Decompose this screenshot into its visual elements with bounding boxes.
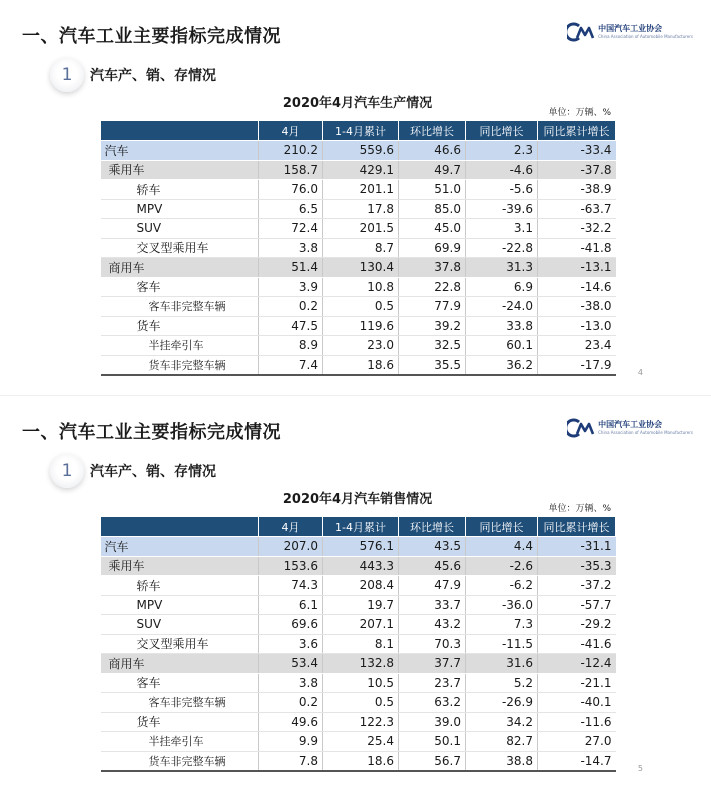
table-cell: 39.0 [399, 712, 466, 732]
table-cell: 23.7 [399, 673, 466, 693]
table-cell: -5.6 [466, 180, 538, 200]
caam-logo [567, 418, 693, 438]
table-cell: -41.6 [538, 634, 616, 654]
table-cell: 8.1 [323, 634, 399, 654]
row-label: 乘用车 [101, 556, 259, 576]
table-cell: -40.1 [538, 693, 616, 713]
table-cell: -63.7 [538, 199, 616, 219]
table-title: 2020年4月汽车生产情况 [282, 96, 433, 111]
table-cell: 25.4 [323, 732, 399, 752]
table-cell: 49.6 [259, 712, 323, 732]
table-cell: 23.4 [538, 336, 616, 356]
table-cell: 69.6 [259, 615, 323, 635]
row-label: 半挂牵引车 [101, 336, 259, 356]
table-cell: 38.8 [466, 751, 538, 771]
table-cell: 32.5 [399, 336, 466, 356]
row-label: 客车非完整车辆 [101, 297, 259, 317]
table-row [101, 673, 616, 693]
table-cell: -38.0 [538, 297, 616, 317]
table-row [101, 595, 616, 615]
table-cell: -37.8 [538, 160, 616, 180]
production-table [100, 120, 616, 376]
column-header: 同比累计增长 [538, 121, 616, 141]
column-header [101, 517, 259, 537]
table-cell: 70.3 [399, 634, 466, 654]
table-row [101, 141, 616, 161]
row-label: 交叉型乘用车 [101, 238, 259, 258]
caam-logo-icon [567, 22, 595, 42]
table-row [101, 634, 616, 654]
table-cell: 130.4 [323, 258, 399, 278]
table-cell: 47.5 [259, 316, 323, 336]
table-cell: -14.6 [538, 277, 616, 297]
table-cell: 43.5 [399, 537, 466, 557]
caam-logo-icon [567, 418, 595, 438]
page-number: 5 [637, 764, 643, 773]
table-cell: 69.9 [399, 238, 466, 258]
table-row [101, 556, 616, 576]
table-cell: 9.9 [259, 732, 323, 752]
table-cell: 31.6 [466, 654, 538, 674]
table-cell: 49.7 [399, 160, 466, 180]
table-cell: 0.2 [259, 693, 323, 713]
logo-en: China Association of Automobile Manufacturers [598, 34, 693, 39]
table-cell: -33.4 [538, 141, 616, 161]
table-row [101, 576, 616, 596]
row-label: MPV [101, 199, 259, 219]
logo-en: China Association of Automobile Manufacturers [598, 430, 693, 435]
column-header: 1-4月累计 [323, 517, 399, 537]
table-cell: 18.6 [323, 751, 399, 771]
table-cell: 0.5 [323, 297, 399, 317]
table-cell: -2.6 [466, 556, 538, 576]
table-cell: 37.7 [399, 654, 466, 674]
table-cell: 10.8 [323, 277, 399, 297]
table-cell: -11.6 [538, 712, 616, 732]
table-cell: 43.2 [399, 615, 466, 635]
table-row [101, 615, 616, 635]
table-cell: 443.3 [323, 556, 399, 576]
table-cell: -38.9 [538, 180, 616, 200]
table-cell: 3.8 [259, 673, 323, 693]
section-heading [50, 58, 216, 92]
table-cell: 31.3 [466, 258, 538, 278]
table-cell: 33.7 [399, 595, 466, 615]
table-cell: 576.1 [323, 537, 399, 557]
table-cell: 208.4 [323, 576, 399, 596]
column-header: 同比累计增长 [538, 517, 616, 537]
table-cell: 201.5 [323, 219, 399, 239]
table-header-row [101, 121, 616, 141]
row-label: 汽车 [101, 537, 259, 557]
table-row [101, 277, 616, 297]
table-cell: 4.4 [466, 537, 538, 557]
table-cell: 8.9 [259, 336, 323, 356]
table-cell: 22.8 [399, 277, 466, 297]
table-cell: 3.9 [259, 277, 323, 297]
table-cell: -36.0 [466, 595, 538, 615]
row-label: 货车非完整车辆 [101, 751, 259, 771]
table-cell: -21.1 [538, 673, 616, 693]
section-number-badge: 1 [50, 454, 84, 488]
column-header: 4月 [259, 517, 323, 537]
table-cell: -14.7 [538, 751, 616, 771]
table-cell: 132.8 [323, 654, 399, 674]
table-cell: 207.0 [259, 537, 323, 557]
table-cell: 82.7 [466, 732, 538, 752]
table-cell: -11.5 [466, 634, 538, 654]
table-cell: 8.7 [323, 238, 399, 258]
row-label: SUV [101, 615, 259, 635]
row-label: 交叉型乘用车 [101, 634, 259, 654]
table-row [101, 654, 616, 674]
table-cell: -37.2 [538, 576, 616, 596]
table-row [101, 199, 616, 219]
logo-cn: 中国汽车工业协会 [598, 24, 663, 33]
table-cell: 51.0 [399, 180, 466, 200]
table-cell: 7.4 [259, 355, 323, 375]
table-cell: 47.9 [399, 576, 466, 596]
column-header: 环比增长 [399, 121, 466, 141]
table-cell: 2.3 [466, 141, 538, 161]
table-header-row [101, 517, 616, 537]
section-number-badge: 1 [50, 58, 84, 92]
table-cell: 76.0 [259, 180, 323, 200]
table-cell: 39.2 [399, 316, 466, 336]
table-cell: -4.6 [466, 160, 538, 180]
row-label: SUV [101, 219, 259, 239]
table-row [101, 537, 616, 557]
sales-table [100, 516, 616, 772]
table-cell: 19.7 [323, 595, 399, 615]
table-cell: 36.2 [466, 355, 538, 375]
column-header: 1-4月累计 [323, 121, 399, 141]
table-cell: -6.2 [466, 576, 538, 596]
section-label: 汽车产、销、存情况 [90, 68, 216, 84]
table-cell: 45.0 [399, 219, 466, 239]
table-cell: 7.8 [259, 751, 323, 771]
table-cell: 3.1 [466, 219, 538, 239]
page-number: 4 [637, 368, 643, 377]
table-cell: -39.6 [466, 199, 538, 219]
column-header: 4月 [259, 121, 323, 141]
row-label: 轿车 [101, 180, 259, 200]
table-row [101, 316, 616, 336]
slide-title: 一、汽车工业主要指标完成情况 [22, 422, 281, 443]
table-cell: 0.5 [323, 693, 399, 713]
caam-logo [567, 22, 693, 42]
table-row [101, 180, 616, 200]
section-label: 汽车产、销、存情况 [90, 464, 216, 480]
table-cell: -57.7 [538, 595, 616, 615]
table-row [101, 693, 616, 713]
table-cell: 3.6 [259, 634, 323, 654]
table-cell: 6.1 [259, 595, 323, 615]
table-cell: 158.7 [259, 160, 323, 180]
row-label: 货车 [101, 712, 259, 732]
table-title: 2020年4月汽车销售情况 [282, 492, 433, 507]
table-cell: 119.6 [323, 316, 399, 336]
table-cell: 559.6 [323, 141, 399, 161]
table-cell: 60.1 [466, 336, 538, 356]
table-row [101, 751, 616, 771]
table-row [101, 258, 616, 278]
table-cell: 33.8 [466, 316, 538, 336]
table-cell: 34.2 [466, 712, 538, 732]
table-cell: 23.0 [323, 336, 399, 356]
table-cell: 429.1 [323, 160, 399, 180]
table-cell: 63.2 [399, 693, 466, 713]
table-cell: 18.6 [323, 355, 399, 375]
table-cell: -41.8 [538, 238, 616, 258]
table-cell: 201.1 [323, 180, 399, 200]
table-cell: -24.0 [466, 297, 538, 317]
table-cell: -22.8 [466, 238, 538, 258]
table-cell: 10.5 [323, 673, 399, 693]
row-label: 客车 [101, 673, 259, 693]
table-cell: 7.3 [466, 615, 538, 635]
table-cell: 85.0 [399, 199, 466, 219]
table-cell: 210.2 [259, 141, 323, 161]
table-cell: -31.1 [538, 537, 616, 557]
table-cell: -12.4 [538, 654, 616, 674]
table-cell: 27.0 [538, 732, 616, 752]
row-label: 商用车 [101, 654, 259, 674]
table-cell: -32.2 [538, 219, 616, 239]
table-cell: 50.1 [399, 732, 466, 752]
row-label: 商用车 [101, 258, 259, 278]
table-cell: 72.4 [259, 219, 323, 239]
table-cell: 74.3 [259, 576, 323, 596]
row-label: 货车 [101, 316, 259, 336]
table-cell: -26.9 [466, 693, 538, 713]
table-cell: 5.2 [466, 673, 538, 693]
table-cell: 6.9 [466, 277, 538, 297]
unit-label: 单位：万辆、% [548, 504, 611, 514]
table-cell: 207.1 [323, 615, 399, 635]
section-heading [50, 454, 216, 488]
table-cell: -13.0 [538, 316, 616, 336]
row-label: 客车非完整车辆 [101, 693, 259, 713]
slide-title: 一、汽车工业主要指标完成情况 [22, 26, 281, 47]
slide-production [0, 0, 711, 395]
table-cell: 153.6 [259, 556, 323, 576]
table-cell: 17.8 [323, 199, 399, 219]
column-header [101, 121, 259, 141]
column-header: 环比增长 [399, 517, 466, 537]
table-cell: 122.3 [323, 712, 399, 732]
table-row [101, 219, 616, 239]
slide-sales [0, 396, 711, 791]
table-cell: -35.3 [538, 556, 616, 576]
table-cell: -17.9 [538, 355, 616, 375]
table-cell: 46.6 [399, 141, 466, 161]
table-cell: 56.7 [399, 751, 466, 771]
table-row [101, 297, 616, 317]
table-row [101, 238, 616, 258]
unit-label: 单位：万辆、% [548, 108, 611, 118]
table-cell: 0.2 [259, 297, 323, 317]
table-cell: 35.5 [399, 355, 466, 375]
table-cell: 77.9 [399, 297, 466, 317]
table-row [101, 336, 616, 356]
column-header: 同比增长 [466, 121, 538, 141]
row-label: 轿车 [101, 576, 259, 596]
table-row [101, 160, 616, 180]
table-row [101, 712, 616, 732]
row-label: MPV [101, 595, 259, 615]
row-label: 客车 [101, 277, 259, 297]
row-label: 汽车 [101, 141, 259, 161]
table-cell: 53.4 [259, 654, 323, 674]
row-label: 乘用车 [101, 160, 259, 180]
table-row [101, 732, 616, 752]
table-cell: 45.6 [399, 556, 466, 576]
table-cell: -29.2 [538, 615, 616, 635]
table-cell: 3.8 [259, 238, 323, 258]
table-row [101, 355, 616, 375]
row-label: 半挂牵引车 [101, 732, 259, 752]
row-label: 货车非完整车辆 [101, 355, 259, 375]
table-cell: 51.4 [259, 258, 323, 278]
column-header: 同比增长 [466, 517, 538, 537]
table-cell: -13.1 [538, 258, 616, 278]
table-cell: 37.8 [399, 258, 466, 278]
logo-cn: 中国汽车工业协会 [598, 420, 663, 429]
table-cell: 6.5 [259, 199, 323, 219]
